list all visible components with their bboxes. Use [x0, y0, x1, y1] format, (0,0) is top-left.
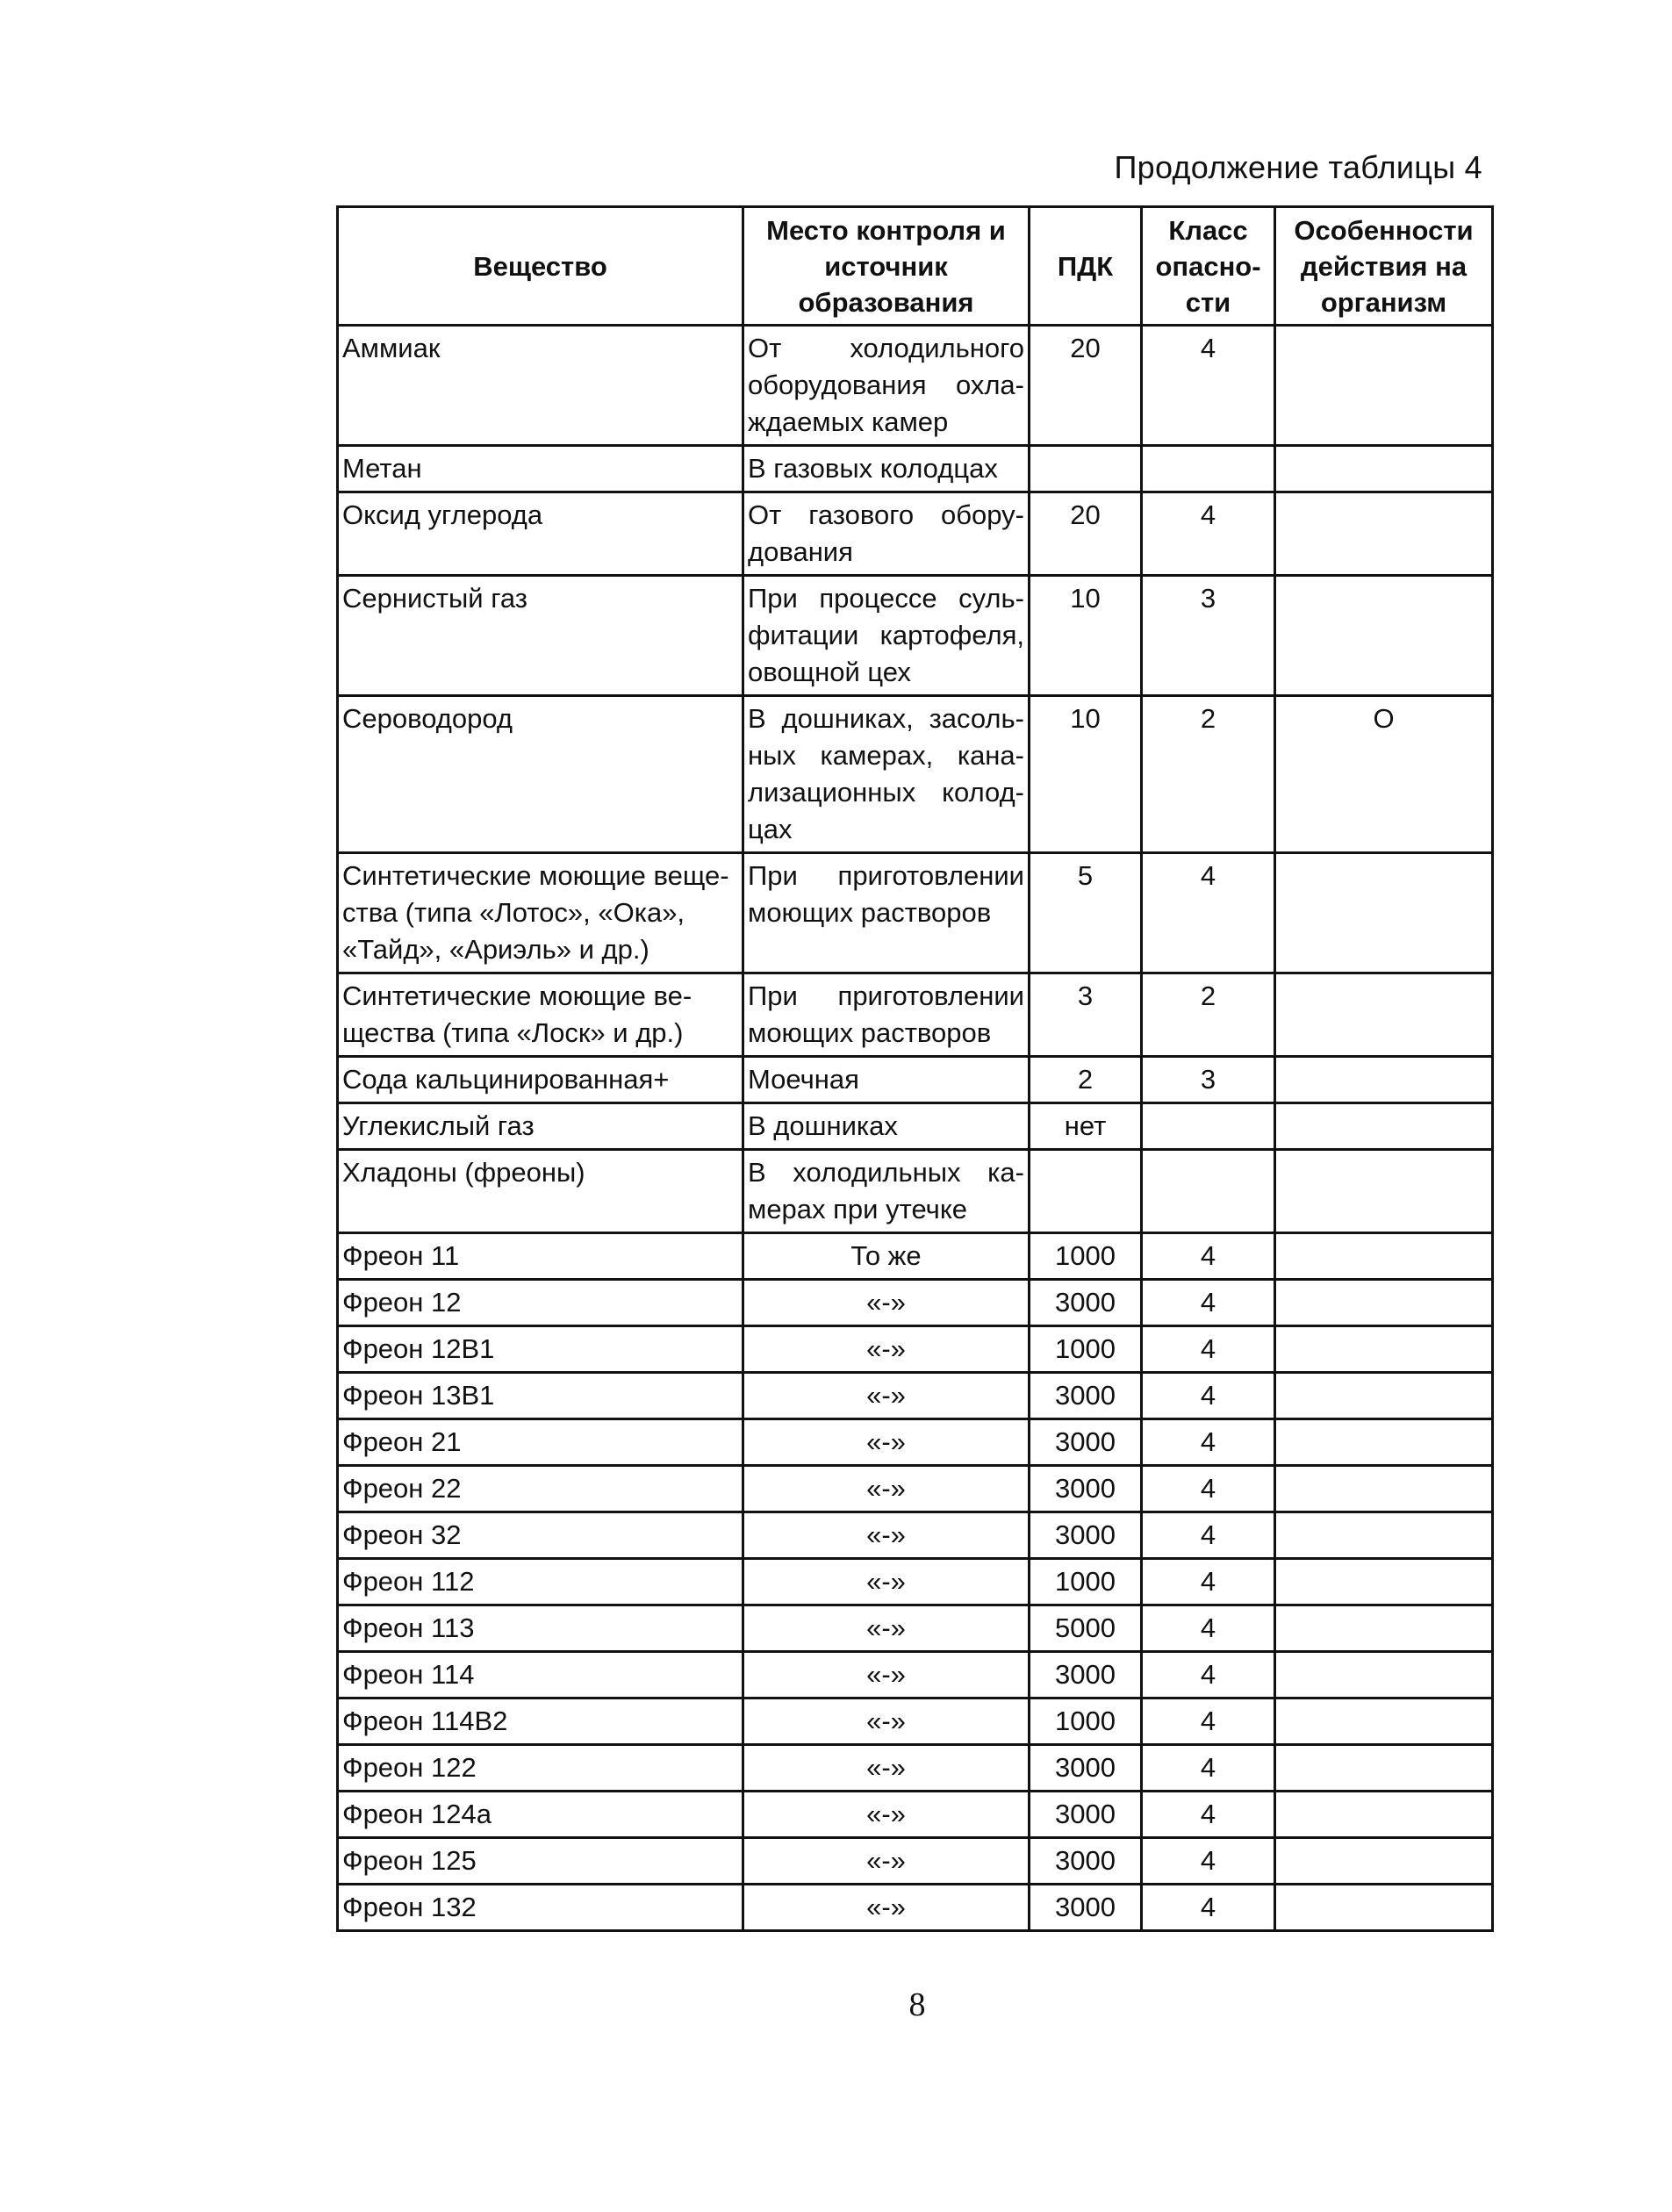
- cell-substance: Фреон 114: [338, 1652, 743, 1698]
- cell-place: «-»: [743, 1698, 1030, 1745]
- cell-hazard-class: 4: [1142, 1233, 1275, 1280]
- cell-features: [1275, 1745, 1493, 1792]
- table-row: [338, 1605, 1493, 1652]
- cell-place: В холодильных ка-мерах при утечке: [743, 1150, 1030, 1233]
- cell-hazard-class: [1142, 1150, 1275, 1233]
- cell-place: При приготовлении моющих растворов: [743, 853, 1030, 973]
- cell-hazard-class: 2: [1142, 973, 1275, 1057]
- table-body: [338, 326, 1493, 1931]
- header-substance: Вещество: [338, 207, 743, 326]
- cell-pdk: 20: [1030, 492, 1142, 576]
- cell-pdk: 3000: [1030, 1838, 1142, 1885]
- table-row: [338, 1466, 1493, 1512]
- table-row: [338, 1745, 1493, 1792]
- cell-hazard-class: 4: [1142, 1373, 1275, 1419]
- cell-features: О: [1275, 696, 1493, 853]
- cell-hazard-class: 3: [1142, 1057, 1275, 1103]
- cell-hazard-class: 4: [1142, 1698, 1275, 1745]
- cell-place: «-»: [743, 1792, 1030, 1838]
- table-row: [338, 1792, 1493, 1838]
- cell-place: От газового обору-дования: [743, 492, 1030, 576]
- cell-substance: Фреон 12В1: [338, 1326, 743, 1373]
- cell-features: [1275, 1885, 1493, 1931]
- cell-hazard-class: 4: [1142, 1326, 1275, 1373]
- cell-pdk: 1000: [1030, 1698, 1142, 1745]
- cell-substance: Фреон 11: [338, 1233, 743, 1280]
- cell-features: [1275, 446, 1493, 492]
- cell-place: «-»: [743, 1745, 1030, 1792]
- table-row: [338, 1150, 1493, 1233]
- cell-hazard-class: 4: [1142, 1466, 1275, 1512]
- table-row: [338, 1373, 1493, 1419]
- cell-substance: Фреон 125: [338, 1838, 743, 1885]
- cell-features: [1275, 1792, 1493, 1838]
- cell-hazard-class: 4: [1142, 1559, 1275, 1605]
- table-row: [338, 1326, 1493, 1373]
- cell-features: [1275, 1326, 1493, 1373]
- table-row: [338, 1652, 1493, 1698]
- cell-hazard-class: 4: [1142, 1652, 1275, 1698]
- table-row: [338, 1838, 1493, 1885]
- cell-substance: Фреон 112: [338, 1559, 743, 1605]
- cell-pdk: 1000: [1030, 1326, 1142, 1373]
- table-header-row: [338, 207, 1493, 326]
- cell-substance: Углекислый газ: [338, 1103, 743, 1150]
- cell-substance: Фреон 132: [338, 1885, 743, 1931]
- cell-substance: Аммиак: [338, 326, 743, 446]
- cell-hazard-class: 3: [1142, 576, 1275, 696]
- table-row: [338, 1559, 1493, 1605]
- cell-place: То же: [743, 1233, 1030, 1280]
- cell-substance: Хладоны (фреоны): [338, 1150, 743, 1233]
- cell-pdk: 3000: [1030, 1885, 1142, 1931]
- cell-hazard-class: 4: [1142, 492, 1275, 576]
- cell-pdk: 2: [1030, 1057, 1142, 1103]
- cell-features: [1275, 326, 1493, 446]
- cell-features: [1275, 1698, 1493, 1745]
- cell-place: «-»: [743, 1326, 1030, 1373]
- cell-pdk: нет: [1030, 1103, 1142, 1150]
- cell-substance: Фреон 12: [338, 1280, 743, 1326]
- cell-place: «-»: [743, 1512, 1030, 1559]
- table-row: [338, 853, 1493, 973]
- cell-pdk: 3000: [1030, 1745, 1142, 1792]
- cell-substance: Фреон 32: [338, 1512, 743, 1559]
- cell-substance: Фреон 22: [338, 1466, 743, 1512]
- cell-hazard-class: 2: [1142, 696, 1275, 853]
- cell-pdk: 3000: [1030, 1466, 1142, 1512]
- cell-place: «-»: [743, 1605, 1030, 1652]
- cell-pdk: 3000: [1030, 1419, 1142, 1466]
- cell-substance: Сернистый газ: [338, 576, 743, 696]
- cell-substance: Фреон 114В2: [338, 1698, 743, 1745]
- cell-hazard-class: [1142, 1103, 1275, 1150]
- cell-pdk: 1000: [1030, 1559, 1142, 1605]
- cell-place: «-»: [743, 1373, 1030, 1419]
- cell-pdk: [1030, 446, 1142, 492]
- page-number: 8: [908, 1986, 926, 2023]
- cell-hazard-class: 4: [1142, 853, 1275, 973]
- cell-place: При процессе суль-фитации картофеля, овощной цех: [743, 576, 1030, 696]
- cell-pdk: 3000: [1030, 1792, 1142, 1838]
- cell-features: [1275, 1512, 1493, 1559]
- cell-substance: Фреон 122: [338, 1745, 743, 1792]
- header-features: Особенности действия на организм: [1275, 207, 1493, 326]
- cell-substance: Фреон 124а: [338, 1792, 743, 1838]
- cell-pdk: 3000: [1030, 1373, 1142, 1419]
- cell-hazard-class: 4: [1142, 326, 1275, 446]
- cell-place: «-»: [743, 1885, 1030, 1931]
- cell-place: При приготовлении моющих растворов: [743, 973, 1030, 1057]
- cell-place: «-»: [743, 1280, 1030, 1326]
- table-row: [338, 1512, 1493, 1559]
- table-caption: Продолжение таблицы 4: [1114, 149, 1482, 185]
- cell-pdk: 3000: [1030, 1652, 1142, 1698]
- cell-features: [1275, 492, 1493, 576]
- cell-place: В газовых колодцах: [743, 446, 1030, 492]
- table-row: [338, 1698, 1493, 1745]
- cell-pdk: 3000: [1030, 1512, 1142, 1559]
- table-row: [338, 492, 1493, 576]
- cell-place: «-»: [743, 1466, 1030, 1512]
- cell-substance: Фреон 113: [338, 1605, 743, 1652]
- cell-place: От холодильного оборудования охла-ждаемых камер: [743, 326, 1030, 446]
- cell-substance: Метан: [338, 446, 743, 492]
- cell-substance: Сероводород: [338, 696, 743, 853]
- table-row: [338, 1280, 1493, 1326]
- cell-features: [1275, 1652, 1493, 1698]
- cell-features: [1275, 1419, 1493, 1466]
- table-row: [338, 1885, 1493, 1931]
- cell-place: В дошниках: [743, 1103, 1030, 1150]
- cell-pdk: 3000: [1030, 1280, 1142, 1326]
- cell-hazard-class: 4: [1142, 1792, 1275, 1838]
- cell-substance: Оксид углерода: [338, 492, 743, 576]
- cell-pdk: 3: [1030, 973, 1142, 1057]
- cell-hazard-class: 4: [1142, 1745, 1275, 1792]
- cell-features: [1275, 973, 1493, 1057]
- cell-substance: Фреон 21: [338, 1419, 743, 1466]
- cell-pdk: 10: [1030, 576, 1142, 696]
- cell-pdk: 5: [1030, 853, 1142, 973]
- cell-features: [1275, 576, 1493, 696]
- cell-place: «-»: [743, 1559, 1030, 1605]
- table-row: [338, 326, 1493, 446]
- cell-pdk: 10: [1030, 696, 1142, 853]
- cell-substance: Синтетические моющие ве-щества (типа «Лоск» и др.): [338, 973, 743, 1057]
- table-row: [338, 973, 1493, 1057]
- table-row: [338, 1233, 1493, 1280]
- header-hazard-class: Класс опасно-сти: [1142, 207, 1275, 326]
- cell-features: [1275, 853, 1493, 973]
- header-place: Место контроля и источник образования: [743, 207, 1030, 326]
- cell-hazard-class: 4: [1142, 1838, 1275, 1885]
- cell-place: «-»: [743, 1838, 1030, 1885]
- table-row: [338, 1057, 1493, 1103]
- cell-hazard-class: 4: [1142, 1885, 1275, 1931]
- cell-hazard-class: 4: [1142, 1280, 1275, 1326]
- cell-pdk: 1000: [1030, 1233, 1142, 1280]
- cell-pdk: 5000: [1030, 1605, 1142, 1652]
- cell-features: [1275, 1838, 1493, 1885]
- pdk-table: [336, 205, 1494, 1932]
- cell-substance: Синтетические моющие веще-ства (типа «Лотос», «Ока», «Тайд», «Ариэль» и др.): [338, 853, 743, 973]
- cell-features: [1275, 1103, 1493, 1150]
- table-row: [338, 696, 1493, 853]
- cell-features: [1275, 1280, 1493, 1326]
- cell-hazard-class: [1142, 446, 1275, 492]
- cell-features: [1275, 1233, 1493, 1280]
- cell-place: «-»: [743, 1652, 1030, 1698]
- cell-features: [1275, 1150, 1493, 1233]
- cell-pdk: 20: [1030, 326, 1142, 446]
- header-pdk: ПДК: [1030, 207, 1142, 326]
- cell-hazard-class: 4: [1142, 1419, 1275, 1466]
- cell-place: В дошниках, засоль-ных камерах, кана-лизационных колод-цах: [743, 696, 1030, 853]
- cell-pdk: [1030, 1150, 1142, 1233]
- cell-place: Моечная: [743, 1057, 1030, 1103]
- table-row: [338, 1103, 1493, 1150]
- cell-features: [1275, 1057, 1493, 1103]
- cell-substance: Сода кальцинированная+: [338, 1057, 743, 1103]
- cell-features: [1275, 1605, 1493, 1652]
- cell-features: [1275, 1466, 1493, 1512]
- table-row: [338, 576, 1493, 696]
- cell-substance: Фреон 13В1: [338, 1373, 743, 1419]
- cell-features: [1275, 1559, 1493, 1605]
- cell-hazard-class: 4: [1142, 1605, 1275, 1652]
- cell-place: «-»: [743, 1419, 1030, 1466]
- table-row: [338, 446, 1493, 492]
- cell-features: [1275, 1373, 1493, 1419]
- table-row: [338, 1419, 1493, 1466]
- cell-hazard-class: 4: [1142, 1512, 1275, 1559]
